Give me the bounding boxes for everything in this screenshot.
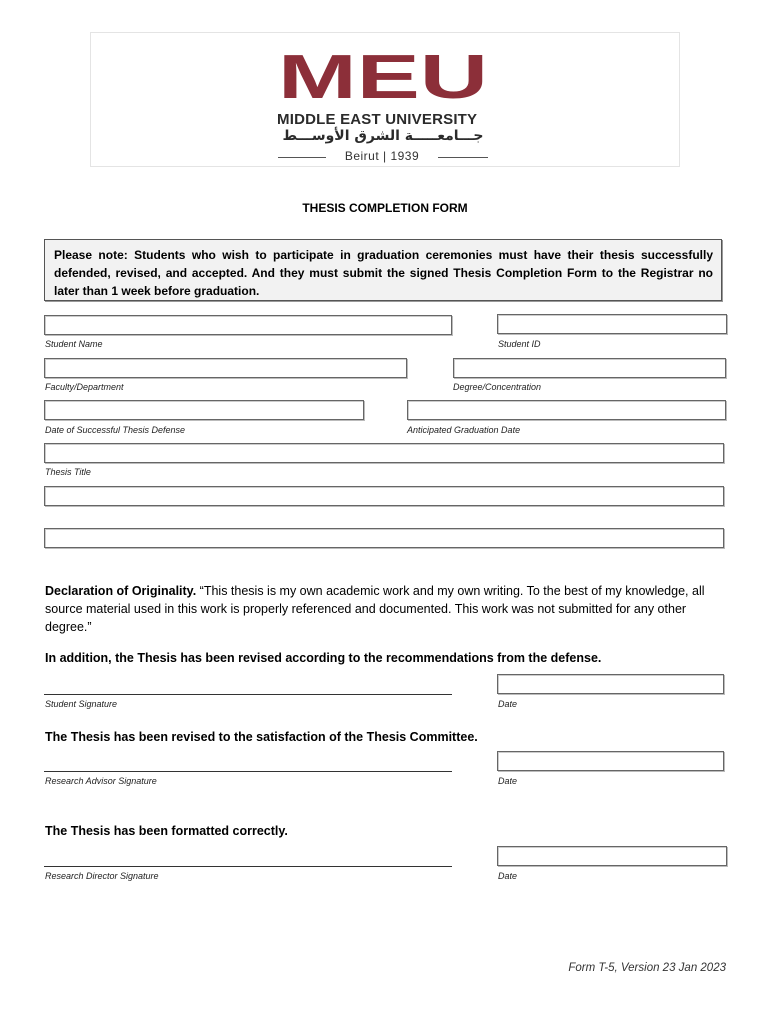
graduation-date-field[interactable] xyxy=(407,400,726,420)
advisor-date-field[interactable] xyxy=(497,751,724,771)
university-name-arabic: جـــامعـــــة الشرق الأوســـط xyxy=(282,128,484,144)
director-date-label: Date xyxy=(498,871,518,881)
defense-date-label: Date of Successful Thesis Defense xyxy=(45,425,186,435)
student-date-label: Date xyxy=(498,699,518,709)
revised-defense-statement: In addition, the Thesis has been revised according to the recommendations from the defense. xyxy=(45,651,602,665)
form-title: THESIS COMPLETION FORM xyxy=(302,201,468,215)
degree-label: Degree/Concentration xyxy=(453,382,542,392)
director-date-field[interactable] xyxy=(497,846,727,866)
director-signature-label: Research Director Signature xyxy=(45,871,159,881)
declaration-heading: Declaration of Originality. xyxy=(45,584,197,598)
faculty-field[interactable] xyxy=(44,358,407,378)
student-signature-label: Student Signature xyxy=(45,699,118,709)
divider-left xyxy=(278,157,326,158)
advisor-date-label: Date xyxy=(498,776,518,786)
note-box: Please note: Students who wish to participate in graduation ceremonies must have their thesis successfully defended, revised, and accepted. And they must submit the signed Thesis Completion Form to the Registrar no later than 1 week before graduation. xyxy=(44,239,722,301)
formatted-statement: The Thesis has been formatted correctly. xyxy=(45,824,288,838)
advisor-signature-line[interactable] xyxy=(44,771,452,772)
declaration-paragraph xyxy=(45,582,725,636)
student-id-label: Student ID xyxy=(498,339,541,349)
university-name: MIDDLE EAST UNIVERSITY xyxy=(277,111,478,128)
degree-field[interactable] xyxy=(453,358,726,378)
student-name-label: Student Name xyxy=(45,339,103,349)
graduation-date-label: Anticipated Graduation Date xyxy=(407,425,521,435)
thesis-title-field-1[interactable] xyxy=(44,443,724,463)
defense-date-field[interactable] xyxy=(44,400,364,420)
divider-right xyxy=(438,157,488,158)
university-location: Beirut | 1939 xyxy=(344,149,420,163)
revised-committee-statement: The Thesis has been revised to the satisfaction of the Thesis Committee. xyxy=(45,730,478,744)
declaration-text: “This thesis is my own academic work and my own writing. To the best of my knowledge, all source material used in this work is properly referenced and documented. This work was not submitted for any other degree.” xyxy=(45,584,705,634)
director-signature-line[interactable] xyxy=(44,866,452,867)
university-logo xyxy=(278,46,488,106)
thesis-title-field-2[interactable] xyxy=(44,486,724,506)
logo-text: MEU xyxy=(278,46,488,106)
advisor-signature-label: Research Advisor Signature xyxy=(45,776,157,786)
thesis-title-label: Thesis Title xyxy=(45,467,91,477)
student-signature-line[interactable] xyxy=(44,694,452,695)
thesis-title-field-3[interactable] xyxy=(44,528,724,548)
faculty-label: Faculty/Department xyxy=(45,382,124,392)
form-version: Form T-5, Version 23 Jan 2023 xyxy=(568,962,726,974)
student-name-field[interactable] xyxy=(44,315,452,335)
student-id-field[interactable] xyxy=(497,314,727,334)
student-date-field[interactable] xyxy=(497,674,724,694)
